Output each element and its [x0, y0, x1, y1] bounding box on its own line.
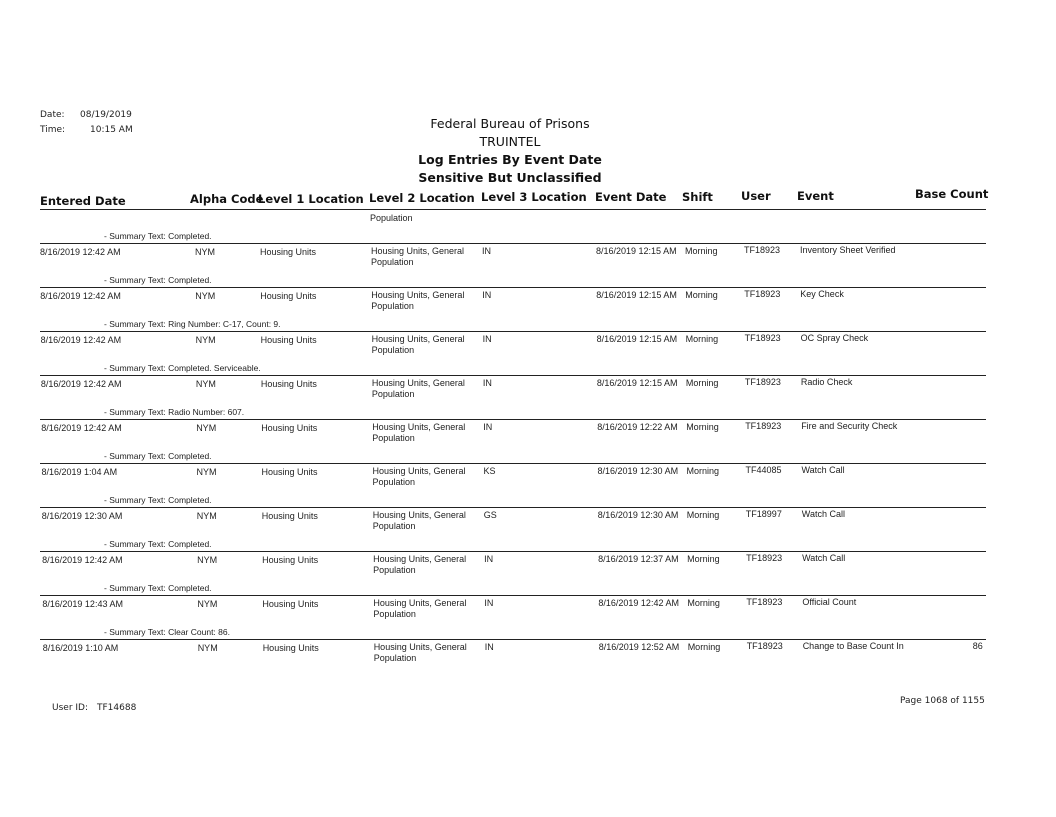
row-level3-location: IN — [482, 334, 492, 344]
row-shift: Morning — [685, 245, 718, 256]
row-entered-date: 8/16/2019 12:42 AM — [40, 247, 121, 257]
row-level1-location: Housing Units — [260, 246, 317, 257]
row-entered-date: 8/16/2019 12:42 AM — [41, 423, 122, 433]
report-agency: Federal Bureau of Prisons — [430, 116, 590, 131]
row-shift: Morning — [686, 421, 719, 432]
row-level2-location: Housing Units, General Population — [373, 642, 467, 664]
row-rule — [40, 243, 986, 244]
row-user: TF44085 — [745, 465, 782, 476]
row-event: Radio Check — [800, 377, 853, 387]
row-event-date: 8/16/2019 12:15 AM — [596, 245, 677, 256]
report-title: Log Entries By Event Date — [418, 152, 602, 167]
row-shift: Morning — [687, 597, 720, 608]
row-event-date: 8/16/2019 12:15 AM — [596, 377, 678, 388]
row-event-date: 8/16/2019 12:30 AM — [597, 465, 679, 476]
row-level3-location: IN — [484, 642, 494, 652]
row-user: TF18923 — [746, 641, 783, 652]
row-entered-date: 8/16/2019 12:42 AM — [40, 291, 121, 301]
row-shift: Morning — [685, 289, 718, 300]
row-event: Watch Call — [802, 553, 846, 563]
row-level1-location: Housing Units — [261, 510, 318, 521]
summary-text: - Summary Text: Completed. — [104, 275, 212, 285]
row-level1-location: Housing Units — [261, 466, 318, 477]
row-rule — [40, 463, 986, 464]
row-alpha-code: NYM — [195, 290, 216, 301]
row-rule — [40, 419, 986, 420]
row-alpha-code: NYM — [196, 466, 217, 477]
row-level1-location: Housing Units — [260, 290, 317, 301]
row-alpha-code: NYM — [195, 334, 216, 345]
row-level2-location: Housing Units, General Population — [371, 334, 465, 356]
col-alpha-code: Alpha Code — [190, 192, 264, 206]
row-level3-location: IN — [482, 290, 492, 300]
col-user: User — [741, 189, 771, 203]
row-event-date: 8/16/2019 12:37 AM — [598, 553, 679, 564]
summary-text: - Summary Text: Ring Number: C-17, Count: 9. — [104, 319, 281, 329]
row-event-date: 8/16/2019 12:22 AM — [597, 421, 678, 432]
row-entered-date: 8/16/2019 12:42 AM — [40, 379, 122, 389]
carryover-text: Population — [370, 213, 413, 223]
row-level3-location: IN — [484, 598, 494, 608]
summary-text: - Summary Text: Completed. Serviceable. — [104, 363, 261, 373]
row-entered-date: 8/16/2019 12:42 AM — [42, 555, 123, 565]
row-rule — [40, 375, 986, 376]
row-level2-location: Housing Units, General Population — [372, 466, 466, 488]
row-alpha-code: NYM — [195, 378, 216, 389]
row-alpha-code: NYM — [195, 246, 215, 257]
user-id-label: User ID: — [52, 703, 88, 713]
col-shift: Shift — [682, 190, 713, 204]
row-event: Key Check — [800, 289, 844, 299]
row-level1-location: Housing Units — [262, 642, 319, 653]
row-level3-location: IN — [484, 554, 494, 564]
header-rule — [40, 209, 986, 210]
time-label: Time: — [40, 125, 66, 135]
row-level1-location: Housing Units — [260, 378, 317, 389]
row-event: Fire and Security Check — [801, 421, 898, 431]
summary-text: - Summary Text: Radio Number: 607. — [104, 407, 245, 417]
row-user: TF18923 — [744, 377, 781, 388]
row-entered-date: 8/16/2019 1:04 AM — [41, 467, 118, 477]
col-level3-location: Level 3 Location — [481, 190, 587, 204]
summary-text: - Summary Text: Completed. — [104, 231, 212, 241]
row-event: Inventory Sheet Verified — [800, 245, 896, 255]
row-shift: Morning — [686, 509, 720, 520]
row-alpha-code: NYM — [197, 598, 218, 609]
row-event-date: 8/16/2019 12:15 AM — [596, 333, 678, 344]
row-level2-location: Housing Units, General Population — [372, 422, 466, 444]
row-level3-location: IN — [483, 422, 493, 432]
row-user: TF18923 — [744, 289, 781, 300]
row-level1-location: Housing Units — [262, 554, 319, 565]
row-rule — [40, 595, 986, 596]
row-level2-location: Housing Units, General Population — [373, 598, 467, 620]
summary-text: - Summary Text: Clear Count: 86. — [104, 627, 230, 637]
row-level2-location: Housing Units, General Population — [371, 246, 465, 268]
row-alpha-code: NYM — [196, 422, 217, 433]
row-user: TF18923 — [746, 553, 783, 564]
row-event-date: 8/16/2019 12:30 AM — [597, 509, 679, 520]
row-alpha-code: NYM — [197, 554, 218, 565]
row-level2-location: Housing Units, General Population — [373, 554, 467, 576]
page-number: Page 1068 of 1155 — [900, 696, 985, 706]
row-user: TF18923 — [744, 245, 781, 256]
col-level1-location: Level 1 Location — [258, 192, 364, 206]
col-event: Event — [797, 189, 834, 203]
row-level3-location: IN — [482, 246, 491, 256]
row-user: TF18923 — [746, 597, 783, 608]
row-entered-date: 8/16/2019 1:10 AM — [42, 643, 119, 653]
row-level2-location: Housing Units, General Population — [371, 378, 465, 400]
row-event: OC Spray Check — [800, 333, 869, 343]
row-event-date: 8/16/2019 12:42 AM — [598, 597, 679, 608]
time-value: 10:15 AM — [90, 125, 133, 135]
row-level2-location: Housing Units, General Population — [371, 290, 465, 312]
row-level3-location: GS — [483, 510, 497, 520]
col-level2-location: Level 2 Location — [369, 191, 475, 205]
row-entered-date: 8/16/2019 12:30 AM — [41, 511, 123, 521]
summary-text: - Summary Text: Completed. — [104, 583, 212, 593]
row-level3-location: KS — [483, 466, 496, 476]
summary-text: - Summary Text: Completed. — [104, 495, 212, 505]
row-shift: Morning — [687, 641, 721, 652]
row-level1-location: Housing Units — [262, 598, 319, 609]
row-event: Watch Call — [801, 465, 845, 475]
summary-text: - Summary Text: Completed. — [104, 539, 212, 549]
summary-text: - Summary Text: Completed. — [104, 451, 212, 461]
col-event-date: Event Date — [595, 190, 667, 204]
row-rule — [40, 507, 986, 508]
row-rule — [40, 331, 986, 332]
row-shift: Morning — [685, 333, 719, 344]
row-shift: Morning — [686, 465, 720, 476]
row-level3-location: IN — [482, 378, 492, 388]
user-id-value: TF14688 — [97, 703, 137, 713]
row-user: TF18923 — [744, 333, 781, 344]
row-rule — [40, 639, 986, 640]
row-event: Watch Call — [801, 509, 845, 519]
row-entered-date: 8/16/2019 12:42 AM — [40, 335, 122, 345]
row-alpha-code: NYM — [197, 642, 218, 653]
row-base-count: 86 — [972, 640, 983, 651]
report-system: TRUINTEL — [479, 134, 541, 149]
row-event-date: 8/16/2019 12:52 AM — [598, 641, 680, 652]
row-rule — [40, 287, 986, 288]
row-event-date: 8/16/2019 12:15 AM — [596, 289, 677, 300]
col-base-count: Base Count — [915, 187, 989, 201]
row-user: TF18923 — [745, 421, 782, 432]
date-label: Date: — [40, 110, 65, 120]
row-level1-location: Housing Units — [261, 422, 318, 433]
row-alpha-code: NYM — [196, 510, 217, 521]
row-level2-location: Housing Units, General Population — [372, 510, 466, 532]
row-user: TF18997 — [745, 509, 782, 520]
report-classification: Sensitive But Unclassified — [418, 170, 602, 185]
row-event: Official Count — [802, 597, 857, 607]
row-shift: Morning — [685, 377, 719, 388]
row-entered-date: 8/16/2019 12:43 AM — [42, 599, 123, 609]
date-value: 08/19/2019 — [80, 110, 132, 120]
row-shift: Morning — [687, 553, 720, 564]
row-rule — [40, 551, 986, 552]
row-event: Change to Base Count In — [802, 641, 904, 651]
row-level1-location: Housing Units — [260, 334, 317, 345]
col-entered-date: Entered Date — [40, 194, 126, 208]
